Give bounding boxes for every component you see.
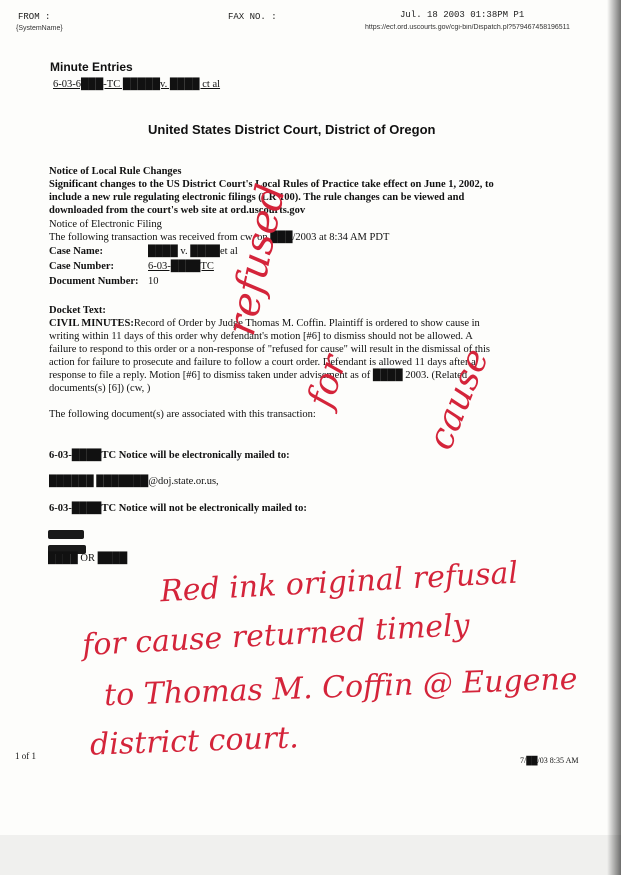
- print-stamp: 7/██/03 8:35 AM: [520, 756, 579, 765]
- fax-number-label: FAX NO. :: [228, 12, 277, 22]
- handwritten-note-line-1: Red ink original refusal: [159, 555, 519, 610]
- notice-change-line-1: Significant changes to the US District Court's Local Rules of Practice take effect on June 1, 2002, to: [49, 179, 494, 190]
- case-name-value: ████ v. ████et al: [148, 246, 238, 257]
- notice-change-line-2: include a new rule regulating electronic filings (LR 100). The rule changes can be viewed and: [49, 192, 465, 203]
- fax-datetime: Jul. 18 2003 01:38PM P1: [400, 10, 525, 20]
- case-name-label: Case Name:: [49, 246, 103, 257]
- handwritten-note-line-2: for cause returned timely: [81, 607, 471, 664]
- handwritten-cause: cause: [420, 343, 498, 456]
- minute-entries-title: Minute Entries: [50, 60, 133, 74]
- redacted-address-3: ████ OR ████: [48, 553, 128, 564]
- handwritten-note-line-4: district court.: [89, 720, 300, 763]
- minute-entries-case-ref: 6-03-6███-TC █████v. ████ ct al: [53, 79, 221, 90]
- notice-heading: Notice of Local Rule Changes: [49, 166, 182, 177]
- fax-from: FROM :: [18, 12, 51, 22]
- handwritten-refused: refused: [218, 180, 295, 340]
- emailed-line: 6-03-████TC Notice will be electronically mailed to:: [49, 450, 290, 461]
- court-title: United States District Court, District of Oregon: [148, 122, 436, 137]
- handwritten-note-line-3: to Thomas M. Coffin @ Eugene: [103, 661, 579, 714]
- docket-line-5: response to file a reply. Motion [#6] to dismiss taken under advisement as of ████ 2003. (Related: [49, 370, 468, 381]
- notice-change-line-3: downloaded from the court's web site at ord.uscourts.gov: [49, 205, 306, 216]
- email-recipient: ██████ ███████@doj.state.or.us,: [49, 476, 219, 487]
- docket-line-1-text: Record of Order by Judge Thomas M. Coffin. Plaintiff is ordered to show cause in: [133, 318, 480, 329]
- transaction-line: The following transaction was received from cw, on ███/2003 at 8:34 AM PDT: [49, 232, 390, 243]
- scan-edge-shadow: [607, 0, 621, 875]
- document-number-value: 10: [148, 276, 159, 287]
- case-number-value: 6-03-████TC: [148, 261, 214, 272]
- efiling-heading: Notice of Electronic Filing: [49, 219, 162, 230]
- docket-line-4: action for failure to prosecute and failure to follow a court order. Defendant is allowed 11 days after a: [49, 357, 476, 368]
- civil-minutes-lead: CIVIL MINUTES:: [49, 318, 134, 329]
- document-number-label: Document Number:: [49, 276, 139, 287]
- docket-line-2: writing within 11 days of this order why defendant's motion [#6] to dismiss should not be allowed. A: [49, 331, 473, 342]
- docket-line-3: failure to respond to this order or a non-response of "refused for cause" will result in the dismissal of this: [49, 344, 491, 355]
- docket-line-6: documents(s) [6]) (cw, ): [49, 383, 151, 394]
- case-number-label: Case Number:: [49, 261, 115, 272]
- handwritten-for: for: [300, 350, 356, 413]
- docket-label: Docket Text:: [49, 305, 106, 316]
- page-count: 1 of 1: [15, 751, 36, 761]
- not-emailed-line: 6-03-████TC Notice will not be electronically mailed to:: [49, 503, 307, 514]
- system-name: {SystemName}: [16, 25, 63, 32]
- associated-documents-line: The following document(s) are associated with this transaction:: [49, 409, 316, 420]
- ecf-url: https://ecf.ord.uscourts.gov/cgi-bin/Dispatch.pl?579467458196511: [365, 24, 570, 31]
- scan-bottom-margin: [0, 835, 621, 875]
